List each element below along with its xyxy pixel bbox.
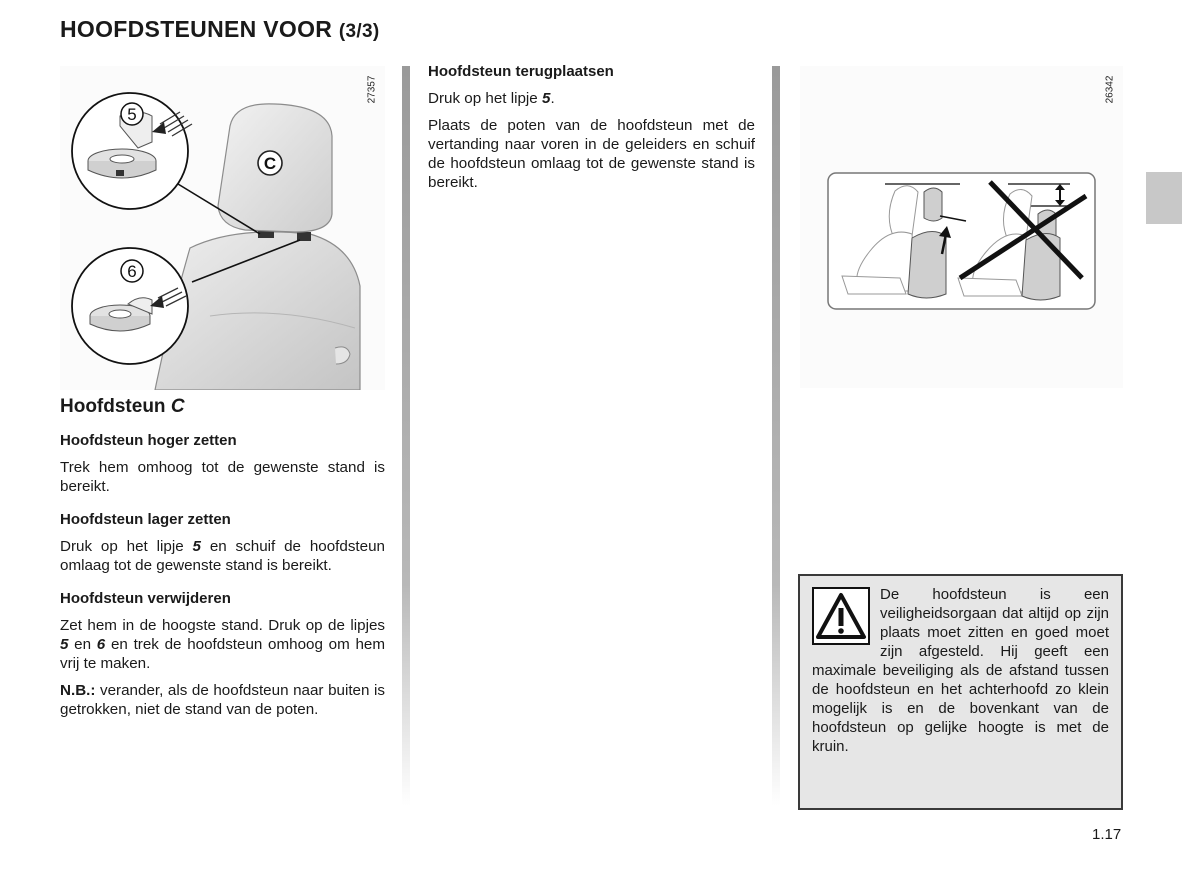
warning-triangle-icon: [812, 587, 870, 645]
page-number: 1.17: [1092, 826, 1122, 843]
headrest-height-figure: [800, 66, 1123, 388]
middle-column: [428, 62, 755, 200]
figure-ref-number-right: 26342: [1104, 75, 1116, 104]
subheading-replace: Hoofdsteun terugplaatsen: [428, 63, 614, 80]
chapter-tab: [1146, 172, 1182, 224]
page-title: HOOFDSTEUNEN VOOR (3/3): [60, 16, 380, 42]
text-replace-2: Plaats de poten van de hoofdsteun met de vertanding naar voren in de geleiders en schuif de hoofdsteun omlaag tot de gewenste stand is bereikt.: [428, 117, 755, 191]
text-remove: Zet hem in de hoogste stand. Druk op de lipjes 5 en 6 en trek de hoofdsteun omhoog om hem vrij te maken.: [60, 617, 385, 672]
page-title-suffix: (3/3): [338, 21, 380, 42]
text-lower: Druk op het lipje 5 en schuif de hoofdsteun omlaag tot de gewenste stand is bereikt.: [60, 538, 385, 574]
column-separator-2: [772, 66, 780, 806]
text-raise: Trek hem omhoog tot de gewenste stand is bereikt.: [60, 459, 385, 495]
warning-box: [798, 574, 1123, 810]
label-5: 5: [127, 105, 137, 124]
label-6: 6: [127, 262, 137, 281]
text-nb: N.B.: verander, als de hoofdsteun naar buiten is getrokken, niet de stand van de poten.: [60, 682, 385, 718]
section-heading-headrest-c: Hoofdsteun C: [60, 396, 185, 417]
text-replace-1: Druk op het lipje 5.: [428, 90, 555, 107]
column-separator-1: [402, 66, 410, 806]
left-column: [60, 397, 385, 727]
warning-text: De hoofdsteun is een veiligheidsorgaan dat altijd op zijn plaats moet zitten en goed moet zijn afgesteld. Hij geeft een maximale beveiliging als de afstand tussen de hoofdsteun en het achterhoofd zo klein mogelijk is en de bovenkant van de hoofdsteun op gelijke hoogte is met de kruin.: [812, 586, 1109, 755]
figure-ref-number-left: 27357: [366, 75, 378, 104]
subheading-lower: Hoofdsteun lager zetten: [60, 511, 231, 528]
label-c: C: [263, 154, 277, 173]
subheading-remove: Hoofdsteun verwijderen: [60, 590, 231, 607]
warning-content: [800, 576, 1121, 756]
headrest-seat-figure: [60, 66, 385, 390]
subheading-raise: Hoofdsteun hoger zetten: [60, 432, 237, 449]
